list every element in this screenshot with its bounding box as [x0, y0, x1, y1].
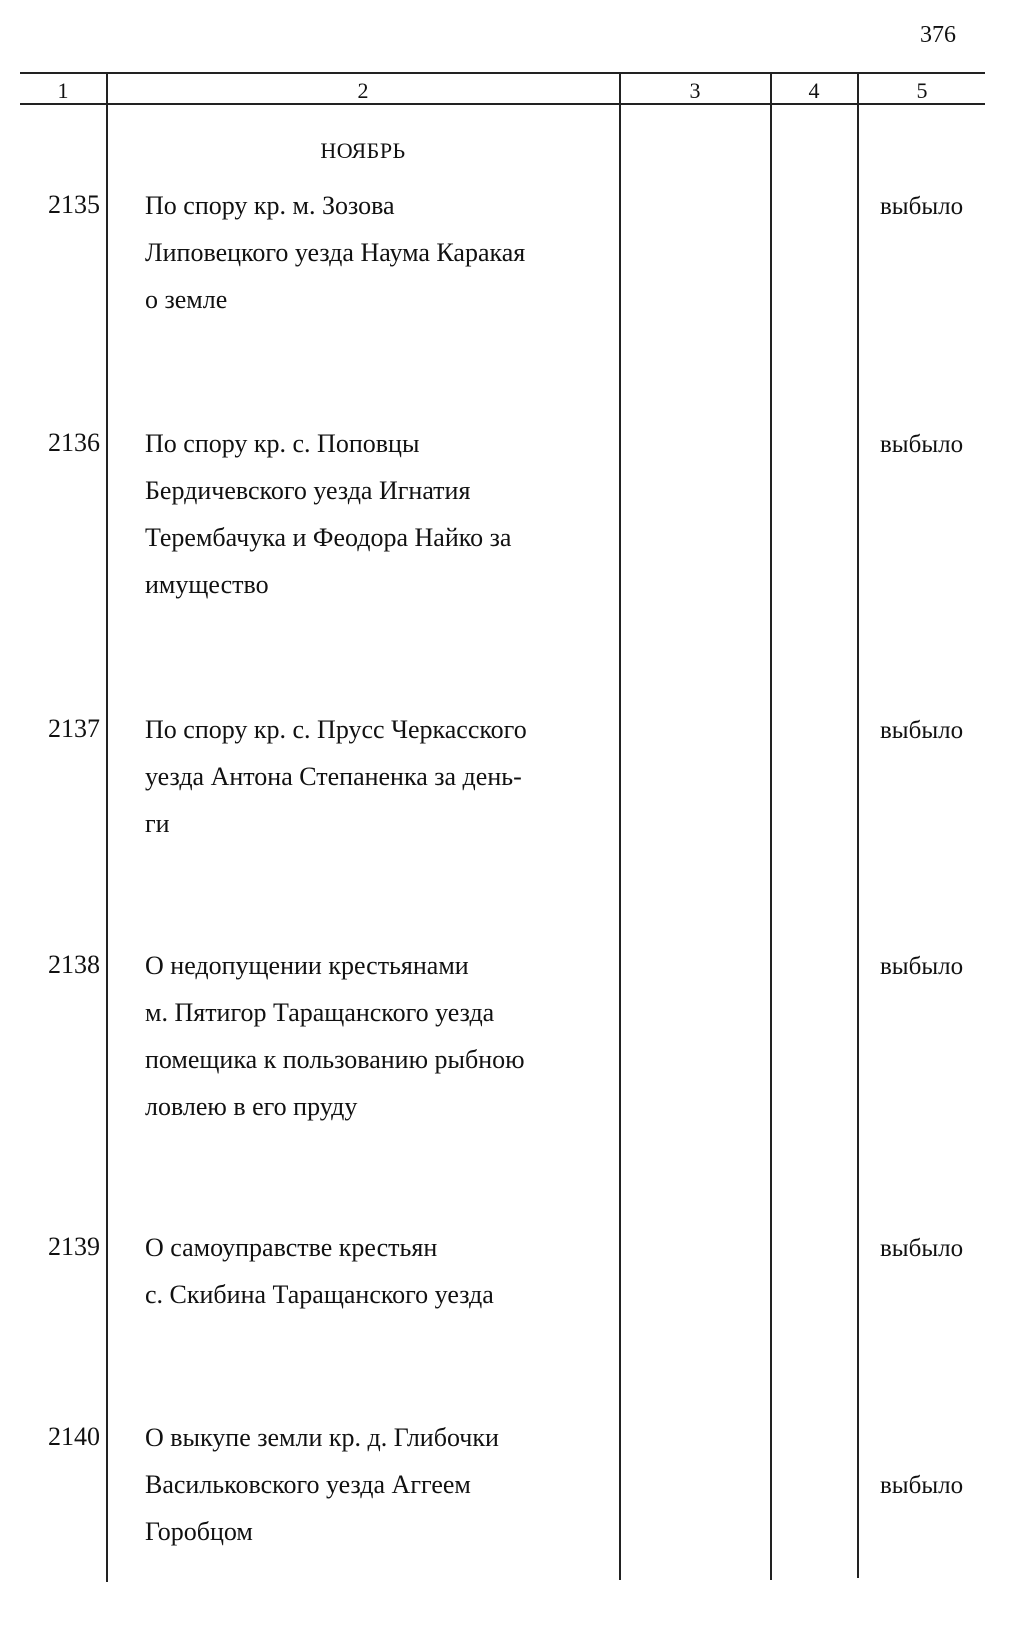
- column-divider-3-4: [770, 72, 772, 1580]
- row-number: 2138: [48, 950, 100, 979]
- row-description-line: помещика к пользованию рыбною: [145, 1045, 525, 1074]
- row-number: 2136: [48, 428, 100, 457]
- row-description-line: ги: [145, 809, 170, 838]
- row-status: выбыло: [880, 1235, 964, 1262]
- column-divider-1-2: [106, 72, 108, 1582]
- column-header-4: 4: [808, 78, 820, 103]
- row-description: [145, 182, 585, 323]
- row-status: выбыло: [880, 953, 964, 980]
- row-description-line: ловлею в его пруду: [145, 1092, 358, 1121]
- row-status: выбыло: [880, 193, 964, 220]
- column-divider-2-3: [619, 72, 621, 1580]
- row-number: 2139: [48, 1232, 100, 1261]
- row-description: [145, 1414, 585, 1555]
- row-description-line: О выкупе земли кр. д. Глибочки: [145, 1423, 499, 1452]
- row-description-line: Бердичевского уезда Игнатия: [145, 476, 471, 505]
- row-description-line: м. Пятигор Таращанского уезда: [145, 998, 495, 1027]
- row-description-line: Липовецкого уезда Наума Каракая: [145, 238, 526, 267]
- row-description-line: о земле: [145, 285, 228, 314]
- row-number: 2135: [48, 190, 100, 219]
- page-number: 376: [920, 22, 956, 48]
- row-status: выбыло: [880, 717, 964, 744]
- column-header-3: 3: [689, 78, 701, 103]
- row-description-line: О самоуправстве крестьян: [145, 1233, 438, 1262]
- row-description: [145, 706, 585, 847]
- row-status: выбыло: [880, 431, 964, 458]
- column-divider-4-5: [857, 72, 859, 1578]
- column-header-2: 2: [357, 78, 369, 103]
- row-description-line: имущество: [145, 570, 269, 599]
- row-description-line: По спору кр. с. Прусс Черкасского: [145, 715, 527, 744]
- row-number: 2140: [48, 1422, 100, 1451]
- table-top-rule: [20, 72, 985, 74]
- column-header-1: 1: [57, 78, 69, 103]
- row-description-line: Терембачука и Феодора Найко за: [145, 523, 512, 552]
- row-description: [145, 942, 585, 1130]
- row-description-line: с. Скибина Таращанского уезда: [145, 1280, 494, 1309]
- row-description-line: уезда Антона Степаненка за день-: [145, 762, 522, 791]
- row-description-line: Васильковского уезда Аггеем: [145, 1470, 471, 1499]
- month-heading: НОЯБРЬ: [320, 138, 406, 163]
- row-description-line: О недопущении крестьянами: [145, 951, 469, 980]
- row-description-line: По спору кр. с. Поповцы: [145, 429, 420, 458]
- row-description-line: Горобцом: [145, 1517, 253, 1546]
- row-number: 2137: [48, 714, 100, 743]
- row-description-line: По спору кр. м. Зозова: [145, 191, 395, 220]
- row-description: [145, 420, 585, 608]
- column-header-5: 5: [916, 78, 928, 103]
- row-description: [145, 1224, 585, 1318]
- row-status: выбыло: [880, 1472, 964, 1499]
